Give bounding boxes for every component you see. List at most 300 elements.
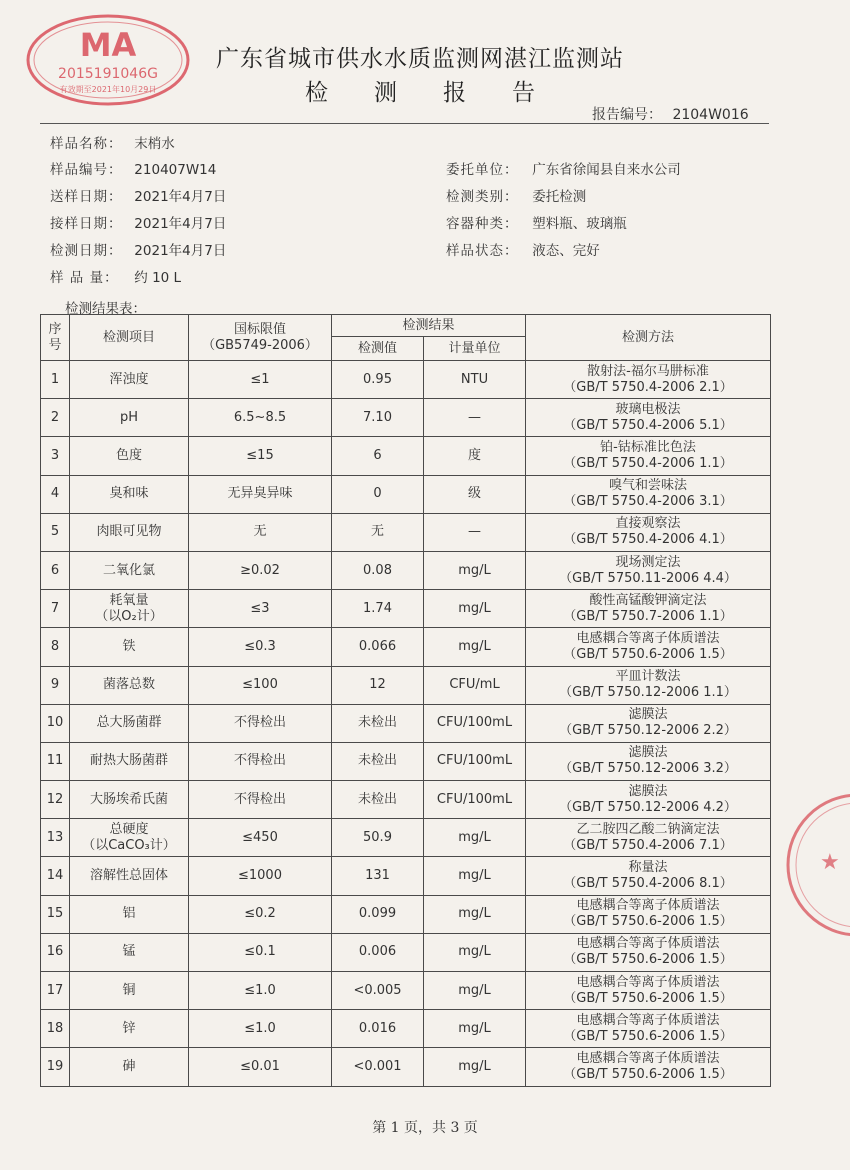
- row-method-subtext: （GB/T 5750.7-2006 1.1）: [563, 608, 733, 624]
- table-row: [41, 628, 771, 666]
- row-limit: [189, 972, 332, 1010]
- row-item-text: 浑浊度: [109, 371, 149, 387]
- row-value-text: <0.005: [353, 982, 402, 998]
- header-limit: [189, 315, 332, 361]
- row-limit-text: ≤0.3: [244, 638, 276, 654]
- row-item: [70, 781, 189, 819]
- row-method: [526, 895, 771, 933]
- table-row: [41, 551, 771, 589]
- row-value-text: 0.099: [358, 906, 397, 922]
- row-method: [526, 742, 771, 780]
- row-value: [332, 704, 424, 742]
- sample-name-value: 末梢水: [134, 136, 175, 152]
- row-unit: [424, 513, 526, 551]
- row-unit-text: mg/L: [458, 944, 491, 960]
- row-item: [70, 666, 189, 704]
- row-item-subtext: （以O₂计）: [95, 608, 163, 624]
- row-limit-text: ≤100: [242, 677, 278, 693]
- row-method-text: 嗅气和尝味法: [609, 478, 688, 494]
- row-value-text: 未检出: [357, 791, 397, 807]
- row-no-text: 1: [50, 371, 60, 387]
- row-value-text: 12: [369, 677, 386, 693]
- row-no: [41, 666, 70, 704]
- row-method-subtext: （GB/T 5750.11-2006 4.4）: [559, 570, 737, 586]
- row-method: [526, 666, 771, 704]
- row-no: [41, 361, 70, 399]
- row-limit: [189, 475, 332, 513]
- table-row: [41, 399, 771, 437]
- row-limit: [189, 628, 332, 666]
- row-no: [41, 1048, 70, 1086]
- container-row: [446, 212, 627, 232]
- row-unit-text: —: [468, 409, 481, 425]
- row-value-text: 0.006: [358, 944, 397, 960]
- row-no-text: 8: [50, 638, 60, 654]
- row-no: [41, 513, 70, 551]
- row-value: [332, 972, 424, 1010]
- row-value: [332, 857, 424, 895]
- row-method: [526, 628, 771, 666]
- row-method-text: 滤膜法: [628, 707, 668, 723]
- row-unit: [424, 1048, 526, 1086]
- row-no-text: 16: [46, 944, 64, 960]
- row-method-subtext: （GB/T 5750.6-2006 1.5）: [563, 952, 733, 968]
- row-value: [332, 742, 424, 780]
- row-unit-text: mg/L: [458, 562, 491, 578]
- row-item: [70, 819, 189, 857]
- row-no-text: 19: [46, 1058, 64, 1074]
- table-row: [41, 857, 771, 895]
- receive-date-value: 2021年4月7日: [134, 216, 227, 232]
- sample-id-label: 样品编号：: [50, 162, 123, 178]
- row-value: [332, 513, 424, 551]
- row-unit: [424, 972, 526, 1010]
- row-limit-text: 不得检出: [233, 753, 286, 769]
- row-no-text: 4: [50, 486, 60, 502]
- row-item: [70, 1048, 189, 1086]
- row-unit-text: mg/L: [458, 829, 491, 845]
- row-no: [41, 972, 70, 1010]
- row-unit: [424, 895, 526, 933]
- row-unit-text: —: [468, 524, 481, 540]
- header-value: 检测值: [332, 337, 424, 361]
- row-no: [41, 1010, 70, 1048]
- header-method: 检测方法: [526, 315, 771, 361]
- row-item: [70, 590, 189, 628]
- row-method-text: 电感耦合等离子体质谱法: [576, 1050, 720, 1066]
- table-row: [41, 361, 771, 399]
- row-method-subtext: （GB/T 5750.6-2006 1.5）: [563, 1028, 733, 1044]
- row-no-text: 11: [46, 753, 64, 769]
- row-method-text: 现场测定法: [615, 554, 681, 570]
- cma-stamp: [18, 10, 198, 110]
- row-no: [41, 704, 70, 742]
- row-item-text: 耗氧量: [109, 592, 149, 608]
- delivery-date-value: 2021年4月7日: [134, 189, 227, 205]
- header-no-line1: 序: [48, 321, 62, 337]
- header-no-line2: 号: [48, 337, 62, 353]
- row-unit-text: CFU/100mL: [436, 791, 513, 807]
- row-limit-text: 6.5~8.5: [233, 409, 287, 425]
- row-method: [526, 704, 771, 742]
- report-number-value: 2104W016: [672, 107, 749, 123]
- client-label: 委托单位：: [446, 162, 519, 178]
- row-item: [70, 513, 189, 551]
- row-unit-text: 级: [468, 486, 482, 502]
- row-no-text: 3: [50, 447, 60, 463]
- header-no: [41, 315, 70, 361]
- row-no: [41, 437, 70, 475]
- row-value: [332, 819, 424, 857]
- results-table: [40, 314, 771, 1087]
- row-limit: [189, 1010, 332, 1048]
- row-no-text: 9: [50, 677, 60, 693]
- row-item-subtext: （以CaCO₃计）: [82, 837, 176, 853]
- row-value-text: <0.001: [353, 1058, 402, 1074]
- row-limit-text: ≤450: [242, 829, 278, 845]
- row-value: [332, 551, 424, 589]
- row-limit-text: ≤0.01: [240, 1058, 280, 1074]
- row-method: [526, 933, 771, 971]
- row-item: [70, 361, 189, 399]
- row-limit: [189, 819, 332, 857]
- row-limit-text: ≤0.2: [244, 906, 276, 922]
- table-row: [41, 590, 771, 628]
- row-unit: [424, 704, 526, 742]
- row-item-text: 臭和味: [109, 486, 149, 502]
- row-value-text: 0.066: [358, 638, 397, 654]
- row-unit-text: mg/L: [458, 1020, 491, 1036]
- row-item-text: 溶解性总固体: [89, 868, 168, 884]
- table-row: [41, 933, 771, 971]
- row-unit: [424, 742, 526, 780]
- row-limit: [189, 437, 332, 475]
- row-limit-text: ≤1.0: [244, 982, 276, 998]
- report-title: 广东省城市供水水质监测网湛江监测站: [216, 46, 624, 72]
- row-no-text: 2: [50, 409, 60, 425]
- header-item: 检测项目: [70, 315, 189, 361]
- row-method-text: 电感耦合等离子体质谱法: [576, 630, 720, 646]
- row-method-subtext: （GB/T 5750.12-2006 1.1）: [559, 685, 737, 701]
- row-value-text: 50.9: [363, 829, 392, 845]
- row-method: [526, 475, 771, 513]
- row-item-text: 色度: [115, 447, 142, 463]
- header-result: 检测结果: [332, 315, 526, 337]
- row-unit: [424, 628, 526, 666]
- row-method-subtext: （GB/T 5750.4-2006 4.1）: [563, 532, 733, 548]
- row-no-text: 17: [46, 982, 64, 998]
- row-method-subtext: （GB/T 5750.6-2006 1.5）: [563, 646, 733, 662]
- row-item: [70, 933, 189, 971]
- table-row: [41, 1048, 771, 1086]
- row-unit-text: mg/L: [458, 638, 491, 654]
- client-row: [446, 158, 681, 178]
- row-item-text: 总硬度: [109, 821, 149, 837]
- row-value: [332, 1010, 424, 1048]
- row-limit: [189, 857, 332, 895]
- institution-seal: [780, 785, 850, 945]
- row-unit-text: CFU/100mL: [436, 715, 513, 731]
- row-unit-text: mg/L: [458, 868, 491, 884]
- header-divider: [40, 123, 769, 124]
- row-limit-text: 不得检出: [233, 791, 286, 807]
- row-method-text: 铂-钴标准比色法: [600, 439, 696, 455]
- row-method-subtext: （GB/T 5750.6-2006 1.5）: [563, 1066, 733, 1082]
- row-item-text: 总大肠菌群: [96, 715, 162, 731]
- row-item-text: 锰: [122, 944, 136, 960]
- row-method-text: 电感耦合等离子体质谱法: [576, 898, 720, 914]
- table-row: [41, 895, 771, 933]
- receive-date-row: [50, 212, 226, 232]
- sample-quantity-label: 样 品 量：: [50, 270, 119, 286]
- row-unit: [424, 666, 526, 704]
- stamp-logo: MA: [79, 26, 137, 64]
- row-item-text: 大肠埃希氏菌: [89, 791, 168, 807]
- row-method-subtext: （GB/T 5750.12-2006 4.2）: [559, 799, 737, 815]
- row-no-text: 12: [46, 791, 64, 807]
- report-subtitle: 检测报告: [305, 80, 581, 106]
- row-unit: [424, 781, 526, 819]
- sample-quantity-row: [50, 266, 181, 286]
- row-item: [70, 704, 189, 742]
- receive-date-label: 接样日期：: [50, 216, 123, 232]
- row-item-text: 砷: [122, 1058, 136, 1074]
- svg-text:★: ★: [820, 850, 840, 875]
- row-method: [526, 590, 771, 628]
- row-value-text: 0.95: [363, 371, 392, 387]
- row-value: [332, 1048, 424, 1086]
- row-unit: [424, 857, 526, 895]
- header-limit-line1: 国标限值: [233, 321, 286, 337]
- row-method-subtext: （GB/T 5750.6-2006 1.5）: [563, 990, 733, 1006]
- row-method-text: 酸性高锰酸钾滴定法: [589, 592, 707, 608]
- row-limit-text: 不得检出: [233, 715, 286, 731]
- row-limit-text: 无: [253, 524, 267, 540]
- row-method-text: 平皿计数法: [615, 669, 681, 685]
- row-limit: [189, 933, 332, 971]
- row-method: [526, 399, 771, 437]
- row-item: [70, 895, 189, 933]
- container-label: 容器种类：: [446, 216, 519, 232]
- test-date-label: 检测日期：: [50, 243, 123, 259]
- test-date-value: 2021年4月7日: [134, 243, 227, 259]
- sample-quantity-value: 约 10 L: [134, 270, 182, 286]
- row-method: [526, 819, 771, 857]
- row-item: [70, 972, 189, 1010]
- row-item: [70, 857, 189, 895]
- row-method-text: 称量法: [628, 860, 668, 876]
- row-limit: [189, 399, 332, 437]
- row-unit: [424, 399, 526, 437]
- row-method-text: 电感耦合等离子体质谱法: [576, 974, 720, 990]
- row-limit: [189, 704, 332, 742]
- row-limit: [189, 513, 332, 551]
- row-method-text: 玻璃电极法: [615, 401, 681, 417]
- row-limit: [189, 1048, 332, 1086]
- sample-id-value: 210407W14: [134, 162, 217, 178]
- sample-state-row: [446, 239, 600, 259]
- row-value-text: 无: [370, 524, 384, 540]
- row-no: [41, 781, 70, 819]
- results-table-body: [41, 361, 771, 1087]
- row-no-text: 7: [50, 600, 60, 616]
- row-limit: [189, 551, 332, 589]
- row-method-subtext: （GB/T 5750.4-2006 5.1）: [563, 417, 733, 433]
- row-method-subtext: （GB/T 5750.12-2006 3.2）: [559, 761, 737, 777]
- row-no-text: 18: [46, 1020, 64, 1036]
- row-limit-text: ≤1000: [238, 868, 282, 884]
- row-value-text: 0.016: [358, 1020, 397, 1036]
- row-no: [41, 857, 70, 895]
- row-no: [41, 742, 70, 780]
- row-limit-text: ≤1: [250, 371, 270, 387]
- row-no-text: 10: [46, 715, 64, 731]
- row-no-text: 6: [50, 562, 60, 578]
- row-value-text: 7.10: [363, 409, 392, 425]
- sample-name-label: 样品名称：: [50, 136, 123, 152]
- container-value: 塑料瓶、玻璃瓶: [532, 216, 627, 232]
- row-value: [332, 628, 424, 666]
- row-item: [70, 1010, 189, 1048]
- row-no: [41, 628, 70, 666]
- row-no: [41, 933, 70, 971]
- table-row: [41, 1010, 771, 1048]
- row-limit: [189, 895, 332, 933]
- table-row: [41, 781, 771, 819]
- report-number: [592, 104, 749, 124]
- row-unit-text: mg/L: [458, 906, 491, 922]
- row-method-text: 电感耦合等离子体质谱法: [576, 936, 720, 952]
- row-unit: [424, 361, 526, 399]
- row-method-text: 散射法-福尔马肼标准: [587, 363, 709, 379]
- row-method: [526, 781, 771, 819]
- header-unit: 计量单位: [424, 337, 526, 361]
- row-method-text: 直接观察法: [615, 516, 681, 532]
- delivery-date-row: [50, 185, 226, 205]
- row-limit: [189, 781, 332, 819]
- table-row: [41, 666, 771, 704]
- sample-state-value: 液态、完好: [532, 243, 600, 259]
- row-value: [332, 781, 424, 819]
- row-value-text: 未检出: [357, 753, 397, 769]
- row-value: [332, 475, 424, 513]
- row-method: [526, 972, 771, 1010]
- row-unit: [424, 1010, 526, 1048]
- row-item: [70, 475, 189, 513]
- row-method-text: 滤膜法: [628, 783, 668, 799]
- row-method: [526, 857, 771, 895]
- row-limit: [189, 590, 332, 628]
- row-item-text: 铝: [122, 906, 136, 922]
- row-unit: [424, 819, 526, 857]
- row-value: [332, 590, 424, 628]
- row-method: [526, 1010, 771, 1048]
- row-unit: [424, 551, 526, 589]
- row-item: [70, 628, 189, 666]
- row-method-text: 电感耦合等离子体质谱法: [576, 1012, 720, 1028]
- row-no: [41, 895, 70, 933]
- row-value: [332, 361, 424, 399]
- row-unit-text: CFU/100mL: [436, 753, 513, 769]
- row-method: [526, 551, 771, 589]
- row-limit-text: ≤1.0: [244, 1020, 276, 1036]
- row-method: [526, 361, 771, 399]
- row-unit-text: mg/L: [458, 1058, 491, 1074]
- table-row: [41, 972, 771, 1010]
- row-item-text: 菌落总数: [102, 677, 155, 693]
- row-no-text: 15: [46, 906, 64, 922]
- row-no-text: 13: [46, 829, 64, 845]
- row-limit: [189, 361, 332, 399]
- row-method: [526, 437, 771, 475]
- row-no-text: 5: [50, 524, 60, 540]
- row-limit-text: ≥0.02: [240, 562, 280, 578]
- row-method: [526, 513, 771, 551]
- row-method-subtext: （GB/T 5750.6-2006 1.5）: [563, 914, 733, 930]
- header-limit-line2: （GB5749-2006）: [202, 337, 318, 353]
- row-method-subtext: （GB/T 5750.4-2006 1.1）: [563, 455, 733, 471]
- row-value: [332, 399, 424, 437]
- row-item-text: 耐热大肠菌群: [89, 753, 168, 769]
- row-method-subtext: （GB/T 5750.4-2006 8.1）: [563, 876, 733, 892]
- row-unit-text: mg/L: [458, 982, 491, 998]
- row-method: [526, 1048, 771, 1086]
- row-item: [70, 551, 189, 589]
- row-limit: [189, 742, 332, 780]
- row-value-text: 0.08: [363, 562, 392, 578]
- results-section-title: 检测结果表：: [65, 301, 146, 317]
- table-row: [41, 475, 771, 513]
- table-row: [41, 513, 771, 551]
- row-value-text: 131: [365, 868, 390, 884]
- row-method-subtext: （GB/T 5750.4-2006 7.1）: [563, 837, 733, 853]
- row-value-text: 0: [373, 486, 382, 502]
- row-item-text: 肉眼可见物: [96, 524, 162, 540]
- row-item: [70, 742, 189, 780]
- row-value-text: 1.74: [363, 600, 392, 616]
- sample-id-row: [50, 158, 216, 178]
- row-limit-text: 无异臭异味: [227, 486, 293, 502]
- row-method-subtext: （GB/T 5750.4-2006 2.1）: [563, 379, 733, 395]
- row-limit-text: ≤3: [250, 600, 270, 616]
- test-type-row: [446, 185, 586, 205]
- stamp-number: 2015191046G: [58, 66, 158, 82]
- test-type-value: 委托检测: [532, 189, 587, 205]
- row-no: [41, 590, 70, 628]
- row-method-text: 滤膜法: [628, 745, 668, 761]
- row-unit: [424, 475, 526, 513]
- sample-name-row: [50, 132, 175, 152]
- table-row: [41, 704, 771, 742]
- row-method-subtext: （GB/T 5750.4-2006 3.1）: [563, 494, 733, 510]
- row-method-subtext: （GB/T 5750.12-2006 2.2）: [559, 723, 737, 739]
- row-unit-text: mg/L: [458, 600, 491, 616]
- page-footer: 第 1 页，共 3 页: [372, 1120, 478, 1136]
- row-value: [332, 895, 424, 933]
- table-row: [41, 742, 771, 780]
- row-value: [332, 933, 424, 971]
- table-row: [41, 819, 771, 857]
- row-limit-text: ≤15: [246, 447, 274, 463]
- row-value: [332, 666, 424, 704]
- row-method-text: 乙二胺四乙酸二钠滴定法: [576, 821, 720, 837]
- stamp-validity: 有效期至2021年10月29日: [59, 85, 157, 94]
- row-item: [70, 399, 189, 437]
- row-item: [70, 437, 189, 475]
- row-item-text: 铜: [122, 982, 136, 998]
- row-limit-text: ≤0.1: [244, 944, 276, 960]
- test-date-row: [50, 239, 226, 259]
